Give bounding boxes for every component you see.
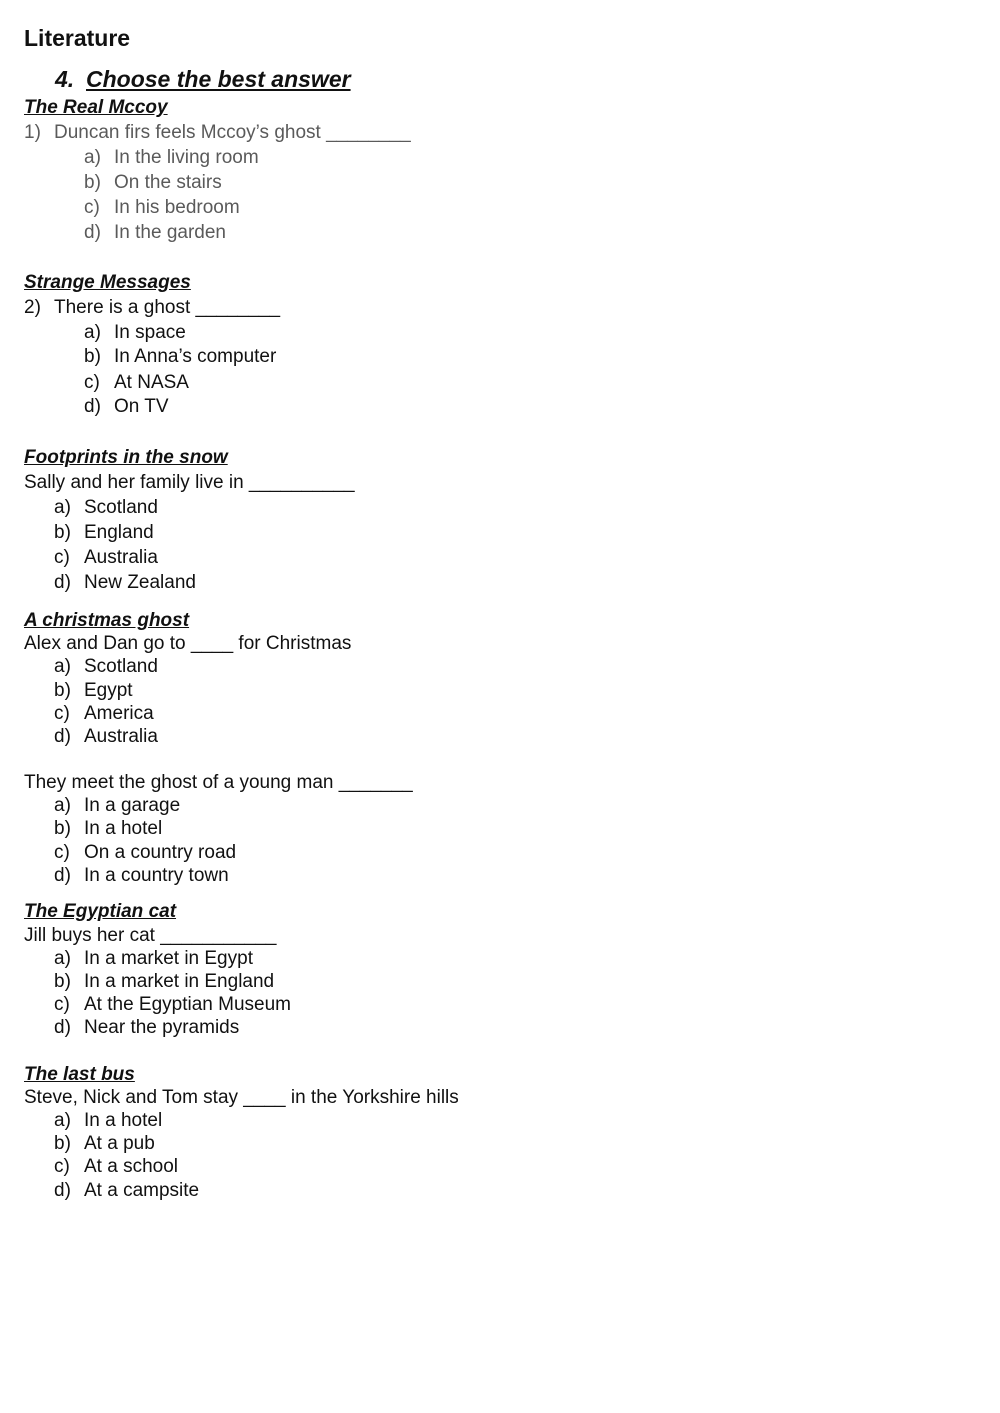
option-letter: a) [54,497,71,518]
section-title: Choose the best answer [86,66,351,92]
option-text: In the garden [114,222,226,243]
option-text: On a country road [84,842,237,863]
section-number: 4. [55,66,75,92]
story-title: Strange Messages [24,272,191,293]
answer-option[interactable] [84,173,222,192]
option-letter: b) [54,680,71,701]
answer-option[interactable] [54,548,158,567]
question-text: Steve, Nick and Tom stay ____ in the Yorkshire hills [24,1087,459,1108]
question-text: Duncan firs feels Mccoy’s ghost ________ [54,122,411,143]
answer-option[interactable] [54,1181,199,1200]
option-letter: a) [54,656,71,677]
answer-option[interactable] [84,148,259,167]
option-letter: c) [54,842,70,863]
question-number: 2) [24,297,41,318]
option-text: America [84,703,154,724]
option-letter: a) [54,948,71,969]
option-text: Scotland [84,656,158,677]
story-title: The last bus [24,1064,135,1085]
answer-option[interactable] [54,796,180,815]
answer-option[interactable] [54,1018,239,1037]
option-text: On TV [114,396,169,417]
option-text: In a garage [84,795,181,816]
option-letter: c) [54,547,70,568]
answer-option[interactable] [54,949,253,968]
option-text: At a pub [84,1133,155,1154]
option-letter: a) [54,795,71,816]
option-text: In a hotel [84,1110,163,1131]
option-letter: b) [84,172,101,193]
option-letter: d) [54,1017,71,1038]
option-text: In a country town [84,865,229,886]
answer-option[interactable] [54,657,158,676]
answer-option[interactable] [84,198,240,217]
option-letter: c) [54,1156,70,1177]
answer-option[interactable] [54,866,229,885]
option-text: In space [114,322,186,343]
option-text: In Anna’s computer [114,346,277,367]
option-letter: a) [84,147,101,168]
answer-option[interactable] [84,323,186,342]
answer-option[interactable] [54,727,158,746]
option-letter: d) [54,572,71,593]
option-text: Scotland [84,497,158,518]
option-text: England [84,522,154,543]
option-letter: c) [54,703,70,724]
option-letter: a) [84,322,101,343]
option-text: In a market in England [84,971,275,992]
question-number: 1) [24,122,41,143]
option-text: At the Egyptian Museum [84,994,291,1015]
option-text: At a school [84,1156,178,1177]
option-text: Australia [84,726,158,747]
answer-option[interactable] [54,843,236,862]
story-title: The Egyptian cat [24,901,177,922]
option-letter: d) [54,726,71,747]
answer-option[interactable] [54,1157,178,1176]
option-letter: d) [54,865,71,886]
option-text: At NASA [114,372,189,393]
answer-option[interactable] [54,995,291,1014]
answer-option[interactable] [54,681,133,700]
question [24,298,280,317]
option-text: In a hotel [84,818,163,839]
answer-option[interactable] [54,498,158,517]
answer-option[interactable] [54,1134,155,1153]
story-title: A christmas ghost [24,610,190,631]
option-letter: b) [54,818,71,839]
answer-option[interactable] [84,347,276,366]
answer-option[interactable] [54,704,154,723]
answer-option[interactable] [54,573,196,592]
answer-option[interactable] [54,819,162,838]
question-text: They meet the ghost of a young man _______ [24,772,413,793]
question-text: Alex and Dan go to ____ for Christmas [24,633,352,654]
answer-option[interactable] [84,373,189,392]
option-text: At a campsite [84,1180,200,1201]
option-text: Near the pyramids [84,1017,240,1038]
option-letter: b) [54,522,71,543]
answer-option[interactable] [54,523,154,542]
option-letter: b) [54,971,71,992]
option-text: Egypt [84,680,133,701]
option-letter: c) [84,372,100,393]
question-text: Sally and her family live in __________ [24,472,355,493]
story-title: Footprints in the snow [24,447,228,468]
question-text: Jill buys her cat ___________ [24,925,277,946]
page-heading: Literature [24,25,131,51]
story-title: The Real Mccoy [24,97,168,118]
option-letter: d) [84,396,101,417]
option-letter: b) [84,346,101,367]
option-text: New Zealand [84,572,196,593]
answer-option[interactable] [84,223,226,242]
option-text: Australia [84,547,158,568]
answer-option[interactable] [54,972,274,991]
option-letter: b) [54,1133,71,1154]
option-letter: d) [54,1180,71,1201]
option-text: On the stairs [114,172,222,193]
option-text: In a market in Egypt [84,948,253,969]
option-text: In the living room [114,147,259,168]
option-letter: c) [54,994,70,1015]
question-text: There is a ghost ________ [54,297,281,318]
option-letter: c) [84,197,100,218]
option-letter: a) [54,1110,71,1131]
answer-option[interactable] [84,397,169,416]
option-text: In his bedroom [114,197,240,218]
option-letter: d) [84,222,101,243]
answer-option[interactable] [54,1111,162,1130]
question [24,123,411,142]
